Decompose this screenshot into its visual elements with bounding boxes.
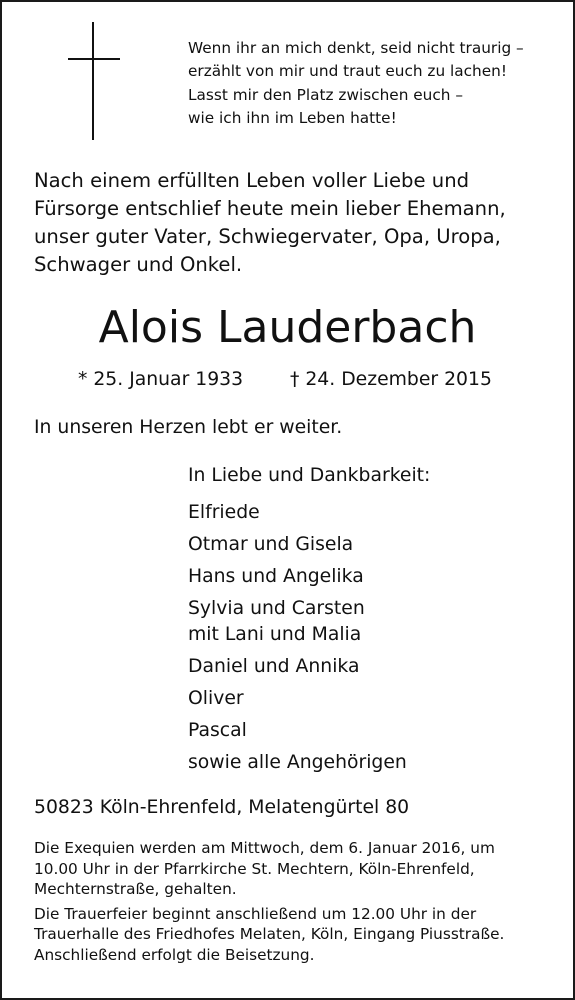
mourner-entry [188, 532, 430, 558]
cross-icon [68, 22, 120, 140]
funeral-info [34, 838, 504, 969]
mourner-entry [188, 686, 430, 712]
poem-line: Wenn ihr an mich denkt, seid nicht traurig – [188, 39, 524, 57]
hearts-line: In unseren Herzen lebt er weiter. [34, 417, 343, 438]
deceased-name: Alois Lauderbach [98, 302, 477, 353]
death-date: † 24. Dezember 2015 [290, 369, 492, 390]
poem [188, 37, 524, 130]
info-line: Trauerhalle des Friedhofes Melaten, Köln, Eingang Piusstraße. [34, 925, 505, 943]
mourner-entry [188, 750, 430, 776]
mourner-entry [188, 596, 430, 648]
intro-line: unser guter Vater, Schwiegervater, Opa, Uropa, [34, 225, 501, 248]
mourner-entry [188, 500, 430, 526]
mourners-heading: In Liebe und Dankbarkeit: [188, 465, 431, 486]
mourner-entry [188, 564, 430, 590]
mourner-entry [188, 718, 430, 744]
info-line: Die Exequien werden am Mittwoch, dem 6. Januar 2016, um [34, 839, 495, 857]
mourner-line: sowie alle Angehörigen [188, 752, 407, 773]
poem-line: erzählt von mir und traut euch zu lachen! [188, 62, 507, 81]
mourner-line: Daniel und Annika [188, 656, 360, 677]
info-line: Anschließend erfolgt die Beisetzung. [34, 945, 315, 964]
family-address: 50823 Köln-Ehrenfeld, Melatengürtel 80 [34, 797, 410, 818]
exequies-paragraph [34, 838, 504, 900]
intro-line: Schwager und Onkel. [34, 253, 243, 276]
mourner-line: Hans und Angelika [188, 566, 364, 587]
ceremony-paragraph [34, 904, 504, 966]
mourners-list [188, 463, 430, 782]
poem-line: wie ich ihn im Leben hatte! [188, 108, 397, 127]
birth-date: * 25. Januar 1933 [78, 369, 244, 390]
info-line: 10.00 Uhr in der Pfarrkirche St. Mechtern, Köln-Ehrenfeld, [34, 859, 475, 878]
mourner-line: Oliver [188, 688, 244, 709]
info-line: Mechternstraße, gehalten. [34, 880, 237, 898]
poem-line: Lasst mir den Platz zwischen euch – [188, 85, 463, 104]
mourner-line: Pascal [188, 720, 247, 741]
mourner-line: Elfriede [188, 502, 260, 523]
intro-text [34, 167, 506, 279]
intro-line: Fürsorge entschlief heute mein lieber Ehemann, [34, 197, 506, 220]
mourner-line: mit Lani und Malia [188, 624, 362, 645]
mourner-line: Sylvia und Carsten [188, 598, 365, 619]
mourner-line: Otmar und Gisela [188, 534, 354, 555]
info-line: Die Trauerfeier beginnt anschließend um 12.00 Uhr in der [34, 904, 477, 923]
intro-line: Nach einem erfüllten Leben voller Liebe und [34, 169, 470, 192]
mourner-entry [188, 654, 430, 680]
